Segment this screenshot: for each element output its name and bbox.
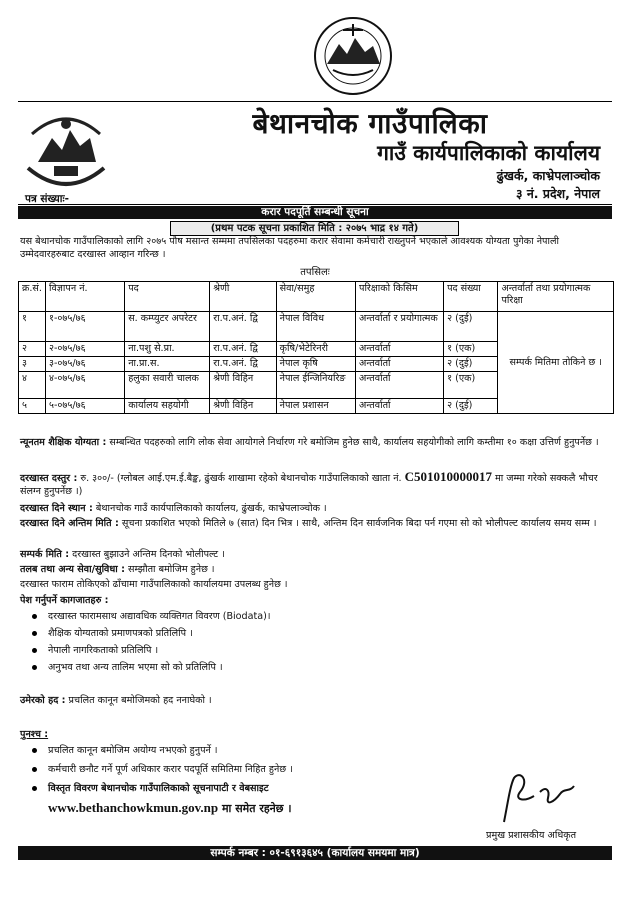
table-cell: कार्यालय सहयोगी: [125, 399, 210, 414]
table-cell: २ (दुई): [444, 357, 498, 372]
table-header-cell: सेवा/समुह: [276, 282, 355, 312]
documents-label: पेश गर्नुपर्ने कागजातहरु :: [20, 595, 109, 606]
vacancy-table: [18, 281, 614, 414]
table-cell: अन्तर्वार्ता र प्रयोगात्मक: [356, 312, 444, 342]
contact-footer: सम्पर्क नम्बर : ०१-६९१३६४५ (कार्यालय समयमा मात्र): [18, 846, 612, 860]
fee-text-2: मा जम्मा गरेको सक्कलै भौचर संलग्न हुनुपर्नेछ ।): [20, 473, 598, 497]
table-cell: २-०७५/७६: [45, 342, 124, 357]
documents-list: [20, 611, 612, 679]
table-header-row: [19, 282, 614, 312]
interview-date-note: सम्पर्क मितिमा तोकिने छ ।: [498, 312, 614, 414]
list-item: [20, 662, 612, 674]
table-cell: नेपाल कृषि: [276, 357, 355, 372]
list-item-text: दरखास्त फारामसाथ अद्यावधिक व्यक्तिगत विवरण (Biodata)।: [48, 611, 271, 622]
signatory-title: प्रमुख प्रशासकीय अधिकृत: [486, 830, 577, 841]
place-label: दरखास्त दिने स्थान :: [20, 503, 93, 514]
qualification-label: न्यूनतम शैक्षिक योग्यता :: [20, 437, 107, 448]
list-item: [20, 764, 490, 776]
table-header-cell: श्रेणी: [210, 282, 276, 312]
website-suffix: मा समेत रहनेछ ।: [218, 802, 292, 815]
notice-intro: यस बेथानचोक गाउँपालिकाको लागि २०७५ पौष मसान्त सम्ममा तपसिलका पदहरुमा करार सेवामा कर्मचारी राख्नुपर्ने भएकाले आवश्यक योग्यता पुगेका नेपाली उम्मेदवारहरुबाट दरखास्त आव्हान गरिन्छ ।: [20, 236, 559, 260]
table-cell: अन्तर्वार्ता: [356, 342, 444, 357]
header-bottom-rule: [18, 204, 612, 205]
address-line-1: ढुंखर्क, काभ्रेपलाञ्चोक: [496, 168, 600, 183]
table-header-cell: पद: [125, 282, 210, 312]
table-cell: ३: [19, 357, 46, 372]
salary-paragraph: [20, 563, 612, 576]
salary-text: सम्झौता बमोजिम हुनेछ ।: [124, 564, 215, 575]
fee-account-number: C501010000017: [404, 469, 493, 484]
place-paragraph: [20, 502, 612, 515]
qualification-paragraph: [20, 436, 612, 449]
table-cell: रा.प.अनं. द्वि: [210, 342, 276, 357]
table-cell: १ (एक): [444, 342, 498, 357]
bullet-icon: [32, 748, 37, 753]
contact-paragraph: [20, 548, 612, 561]
table-cell: १: [19, 312, 46, 342]
bullet-icon: [32, 767, 37, 772]
list-item-text: नेपाली नागरिकताको प्रतिलिपि ।: [48, 645, 159, 656]
table-cell: ४: [19, 372, 46, 399]
deadline-label: दरखास्त दिने अन्तिम मिति :: [20, 518, 119, 529]
table-cell: नेपाल विविध: [276, 312, 355, 342]
list-item: [20, 783, 490, 795]
table-cell: नेपाल प्रशासन: [276, 399, 355, 414]
deadline-paragraph: [20, 517, 612, 530]
table-cell: अन्तर्वार्ता: [356, 357, 444, 372]
table-cell: १ (एक): [444, 372, 498, 399]
bullet-icon: [32, 614, 37, 619]
table-cell: ना.पशु से.प्रा.: [125, 342, 210, 357]
bullet-icon: [32, 665, 37, 670]
list-item-text: विस्तृत विवरण बेथानचोक गाउँपालिकाको सूचनापाटी र वेबसाइट: [48, 783, 269, 794]
ps-label: पुनश्च :: [20, 729, 49, 740]
age-limit-label: उमेरको हद :: [20, 695, 66, 706]
table-header-cell: परिक्षाको किसिम: [356, 282, 444, 312]
signature-icon: [490, 772, 580, 827]
table-cell: २ (दुई): [444, 312, 498, 342]
table-cell: ५-०७५/७६: [45, 399, 124, 414]
table-cell: श्रेणी विहिन: [210, 372, 276, 399]
website-url[interactable]: www.bethanchowkmun.gov.np: [48, 800, 219, 815]
table-cell: ना.प्रा.स.: [125, 357, 210, 372]
list-item: [20, 645, 612, 657]
table-cell: २ (दुई): [444, 399, 498, 414]
list-item-text: शैक्षिक योग्यताको प्रमाणपत्रको प्रतिलिपि ।: [48, 628, 193, 639]
table-cell: रा.प.अनं. द्वि: [210, 312, 276, 342]
table-cell: कृषि/भेटेरिनरी: [276, 342, 355, 357]
list-item: [20, 628, 612, 640]
fee-text: रु. ३००/- (ग्लोबल आई.एम.ई.बैङ्क, ढुंखर्क शाखामा रहेको बेथानचोक गाउँपालिकाको खाता नं.: [77, 473, 402, 484]
place-text: बेथानचोक गाउँ कार्यपालिकाको कार्यालय, ढुंखर्क, काभ्रेपलाञ्चोक ।: [92, 503, 327, 514]
deadline-text: सूचना प्रकाशित भएको मितिले ७ (सात) दिन भित्र । साथै, अन्तिम दिन सार्वजनिक बिदा पर्न गएमा सो को भोलीपल्ट कार्यालय समय सम्म ।: [118, 518, 597, 529]
nepal-emblem-icon: [20, 108, 112, 196]
bullet-icon: [32, 631, 37, 636]
notice-title-banner: करार पदपूर्ति सम्बन्धी सूचना: [18, 206, 612, 219]
table-cell: १-०७५/७६: [45, 312, 124, 342]
form-availability-text: दरखास्त फाराम तोकिएको ढाँचामा गाउँपालिकाको कार्यालयमा उपलब्ध हुनेछ ।: [20, 579, 288, 590]
table-cell: ३-०७५/७६: [45, 357, 124, 372]
bullet-icon: [32, 648, 37, 653]
list-item-text: अनुभव तथा अन्य तालिम भएमा सो को प्रतिलिपि ।: [48, 662, 223, 673]
table-cell: स. कम्प्युटर अपरेटर: [125, 312, 210, 342]
table-header-cell: पद संख्या: [444, 282, 498, 312]
fee-label: दरखास्त दस्तुर :: [20, 473, 78, 484]
table-cell: हलुका सवारी चालक: [125, 372, 210, 399]
salary-label: तलब तथा अन्य सेवा/सुविधा :: [20, 564, 125, 575]
ps-list: [20, 745, 490, 795]
address-line-2: ३ नं. प्रदेश, नेपाल: [516, 186, 600, 201]
list-item: [20, 611, 612, 623]
notice-publish-date: (प्रथम पटक सूचना प्रकाशित मिति : २०७५ भाद्र १४ गते): [170, 221, 459, 236]
contact-text: दरखास्त बुझाउने अन्तिम दिनको भोलीपल्ट ।: [69, 549, 225, 560]
list-item-text: प्रचलित कानून बमोजिम अयोग्य नभएको हुनुपर्ने ।: [48, 745, 218, 756]
contact-label: सम्पर्क मिति :: [20, 549, 70, 560]
table-header-cell: क्र.सं.: [19, 282, 46, 312]
reference-number-label: पत्र संख्याः-: [25, 193, 69, 205]
website-line: [48, 800, 292, 816]
table-cell: रा.प.अनं. द्वि: [210, 357, 276, 372]
list-item-text: कर्मचारी छनौट गर्ने पूर्ण अधिकार करार पदपूर्ति समितिमा निहित हुनेछ ।: [48, 764, 293, 775]
list-item: [20, 745, 490, 757]
municipality-title: बेथानचोक गाउँपालिका: [252, 107, 488, 140]
table-cell: नेपाल ईन्जिनियरिङ: [276, 372, 355, 399]
table-cell: अन्तर्वार्ता: [356, 399, 444, 414]
header-top-rule: [18, 101, 612, 102]
table-cell: अन्तर्वार्ता: [356, 372, 444, 399]
office-subtitle: गाउँ कार्यपालिकाको कार्यालय: [377, 141, 600, 165]
table-header-cell: अन्तर्वार्ता तथा प्रयोगात्मक परिक्षा: [498, 282, 614, 312]
table-cell: श्रेणी विहिन: [210, 399, 276, 414]
fee-paragraph: [20, 470, 612, 498]
table-cell: २: [19, 342, 46, 357]
age-limit-text: प्रचलित कानून बमोजिमको हद ननाघेको ।: [65, 695, 212, 706]
table-caption: तपसिलः: [300, 267, 330, 278]
bullet-icon: [32, 786, 37, 791]
table-cell: ५: [19, 399, 46, 414]
table-row: [19, 312, 614, 342]
qualification-text: सम्बन्धित पदहरुको लागि लोक सेवा आयोगले निर्धारण गरे बमोजिम हुनेछ साथै, कार्यालय सहयोगीको लागि कम्तीमा १० कक्षा उत्तिर्ण हुनुपर्नेछ ।: [106, 437, 599, 448]
table-header-cell: विज्ञापन नं.: [45, 282, 124, 312]
municipality-seal-icon: [303, 14, 403, 104]
age-limit-paragraph: [20, 694, 612, 707]
table-cell: ४-०७५/७६: [45, 372, 124, 399]
